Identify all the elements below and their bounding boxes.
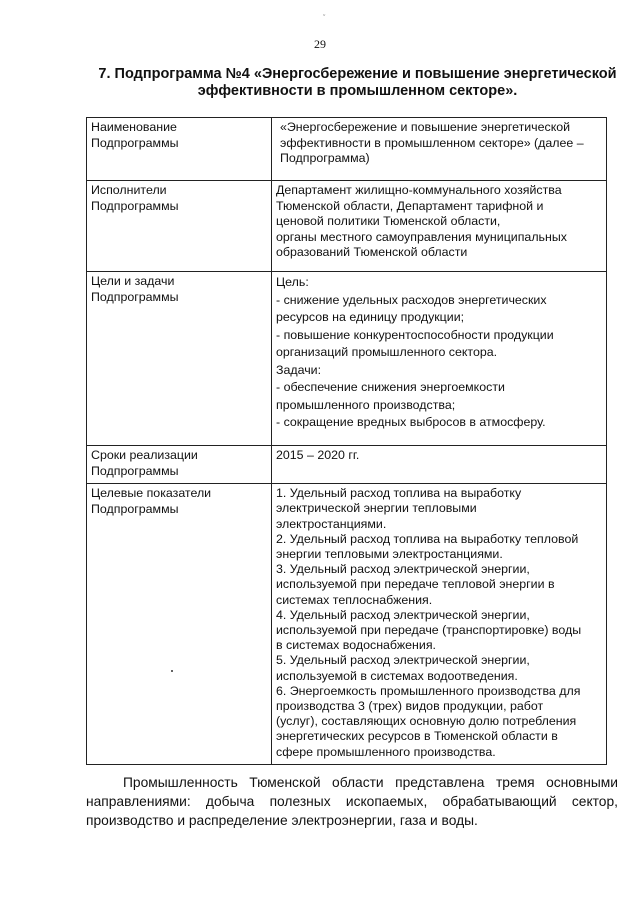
row-label — [87, 484, 272, 765]
scan-dot — [171, 670, 173, 672]
value-line: в системах водоснабжения. — [276, 638, 436, 653]
value-line: энергии тепловыми электростанциями. — [276, 547, 503, 561]
heading-line-2: эффективности в промышленном секторе». — [197, 83, 518, 99]
heading-line-1: 7. Подпрограмма №4 «Энергосбережение и повышение энергетической — [98, 66, 617, 82]
label-line: Подпрограммы — [91, 463, 179, 478]
value-line: 2. Удельный расход топлива на выработку тепловой — [276, 531, 579, 546]
value-line: образований Тюменской области — [276, 245, 468, 260]
value-line: эффективности в промышленном секторе» (далее – — [280, 135, 584, 150]
row-label — [87, 272, 272, 446]
value-line: Подпрограмма) — [280, 151, 370, 166]
row-value — [272, 446, 607, 484]
table-row-period — [87, 446, 607, 484]
value-line: организаций промышленного сектора. — [276, 345, 498, 359]
label-line: Подпрограммы — [91, 198, 179, 213]
value-line: - повышение конкурентоспособности продукции — [276, 327, 554, 342]
value-line: (услуг), составляющих основную долю потребления — [276, 714, 577, 729]
row-value — [272, 118, 607, 181]
label-line: Подпрограммы — [91, 501, 179, 516]
scan-mark: ˇ — [323, 15, 326, 22]
row-label — [87, 446, 272, 484]
value-line: Департамент жилищно-коммунального хозяйства — [276, 183, 562, 197]
subprogram-passport-table — [86, 117, 607, 765]
value-line: 2015 – 2020 гг. — [276, 448, 360, 462]
table-row-executors — [87, 181, 607, 272]
value-line: «Энергосбережение и повышение энергетической — [280, 120, 571, 134]
row-value — [272, 272, 607, 446]
value-line: 4. Удельный расход электрической энергии, — [276, 607, 530, 622]
value-line: используемой в системах водоотведения. — [276, 668, 518, 683]
value-line: ресурсов на единицу продукции; — [276, 310, 465, 324]
value-line: используемой при передаче (транспортировке) воды — [276, 623, 582, 638]
label-line: Целевые показатели — [91, 486, 212, 501]
row-label — [87, 118, 272, 181]
section-heading — [95, 66, 620, 100]
value-line: энергетических ресурсов в Тюменской области в — [276, 729, 558, 744]
row-value — [272, 181, 607, 272]
value-line: электростанциями. — [276, 516, 387, 531]
paragraph-line: производство и распределение электроэнергии, газа и воды. — [86, 813, 478, 828]
body-paragraph — [86, 773, 618, 830]
value-line: электрической энергии тепловыми — [276, 501, 477, 516]
value-line: - сокращение вредных выбросов в атмосферу. — [276, 415, 546, 429]
paragraph-line: направлениями: добыча полезных ископаемых, обрабатывающий сектор, — [86, 794, 618, 809]
value-line: Задачи: — [276, 362, 322, 377]
value-line: сфере промышленного производства. — [276, 744, 496, 759]
row-value — [272, 484, 607, 765]
table-row-name — [87, 118, 607, 181]
table-row-indicators — [87, 484, 607, 765]
row-label — [87, 181, 272, 272]
value-line: - обеспечение снижения энергоемкости — [276, 380, 505, 394]
value-line: Тюменской области, Департамент тарифной и — [276, 198, 544, 213]
table-row-goals — [87, 272, 607, 446]
value-line: Цель: — [276, 275, 309, 289]
paragraph-line: Промышленность Тюменской области представлена тремя основными — [123, 775, 618, 790]
value-line: системах теплоснабжения. — [276, 592, 433, 607]
value-line: производства 3 (трех) видов продукции, работ — [276, 699, 544, 714]
value-line: 6. Энергоемкость промышленного производства для — [276, 683, 581, 698]
value-line: используемой при передаче тепловой энергии в — [276, 577, 555, 592]
page-number: 29 — [314, 37, 326, 51]
value-line: органы местного самоуправления муниципальных — [276, 229, 567, 244]
value-line: 5. Удельный расход электрической энергии, — [276, 653, 530, 668]
value-line: 3. Удельный расход электрической энергии, — [276, 562, 530, 577]
label-line: Исполнители — [91, 183, 167, 197]
value-line: 1. Удельный расход топлива на выработку — [276, 486, 522, 501]
value-line: - снижение удельных расходов энергетических — [276, 292, 547, 307]
label-line: Цели и задачи — [91, 274, 175, 288]
label-line: Наименование — [91, 120, 177, 134]
label-line: Сроки реализации — [91, 448, 198, 462]
value-line: промышленного производства; — [276, 397, 456, 412]
value-line: ценовой политики Тюменской области, — [276, 214, 501, 229]
label-line: Подпрограммы — [91, 135, 179, 150]
label-line: Подпрограммы — [91, 289, 179, 304]
